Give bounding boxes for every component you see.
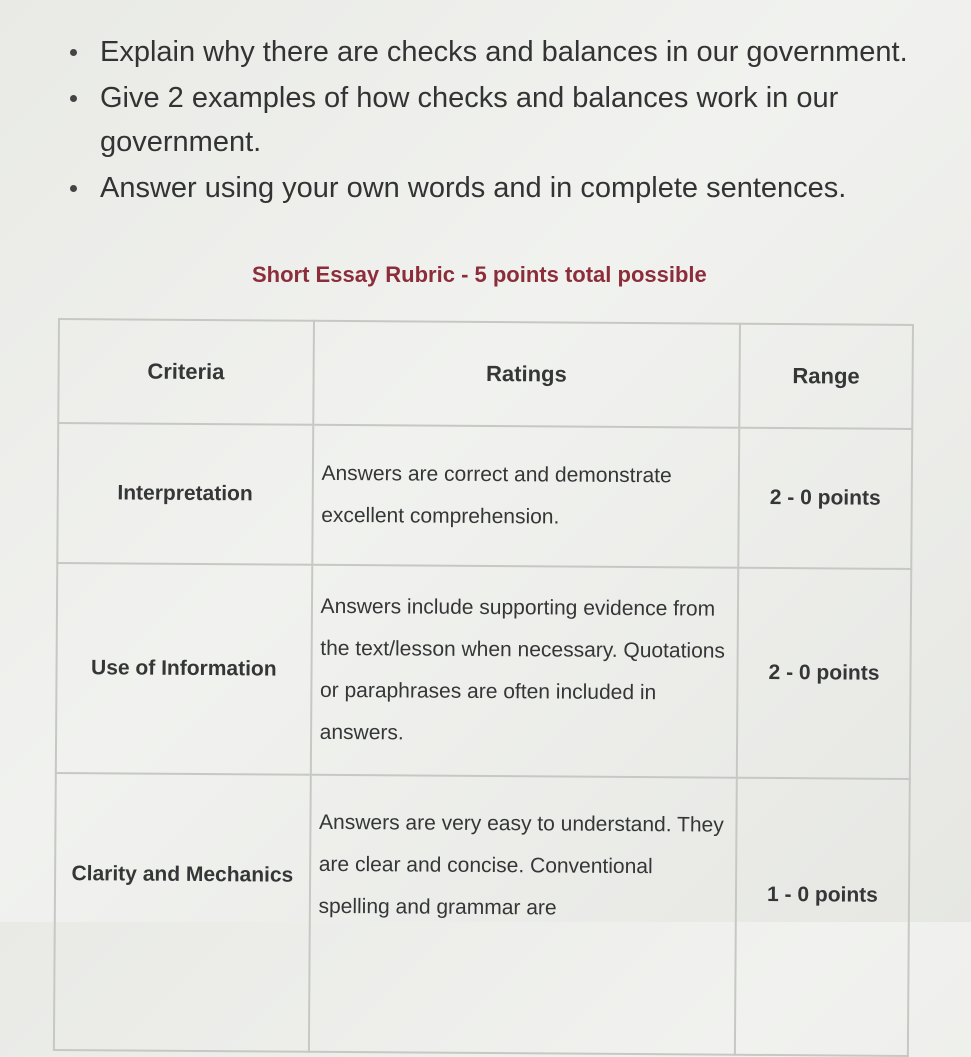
- instruction-text: Answer using your own words and in complete sentences.: [100, 172, 847, 204]
- bullet-icon: [70, 95, 77, 102]
- criteria-cell: Clarity and Mechanics: [54, 773, 311, 1052]
- table-row: [56, 563, 911, 779]
- table-row: [57, 423, 912, 569]
- instruction-item: [62, 76, 942, 164]
- instruction-item: [62, 166, 942, 210]
- criteria-header: Criteria: [58, 319, 313, 425]
- range-cell: 1 - 0 points: [735, 778, 910, 1056]
- instruction-item: [62, 30, 942, 74]
- range-cell: 2 - 0 points: [737, 568, 911, 779]
- rating-cell: Answers are correct and demonstrate excellent comprehension.: [312, 425, 739, 568]
- table-row: [54, 773, 910, 1056]
- rubric-header-row: [58, 319, 913, 429]
- range-header: Range: [739, 324, 913, 429]
- criteria-cell: Interpretation: [57, 423, 313, 565]
- bullet-icon: [70, 185, 77, 192]
- rating-cell: Answers are very easy to understand. They are clear and concise. Conventional spelling and grammar are: [308, 775, 736, 1055]
- instruction-text: Explain why there are checks and balances in our government.: [100, 36, 908, 68]
- rubric-title: Short Essay Rubric - 5 points total possible: [252, 262, 707, 287]
- instructions-list: [62, 30, 942, 212]
- rubric-table: [53, 318, 914, 1057]
- bullet-icon: [70, 49, 77, 56]
- range-cell: 2 - 0 points: [738, 428, 912, 569]
- rating-cell: Answers include supporting evidence from the text/lesson when necessary. Quotations or paraphrases are often included in answers.: [310, 565, 738, 778]
- ratings-header: Ratings: [313, 321, 740, 428]
- criteria-cell: Use of Information: [56, 563, 312, 775]
- instruction-text: Give 2 examples of how checks and balances work in our government.: [100, 82, 839, 158]
